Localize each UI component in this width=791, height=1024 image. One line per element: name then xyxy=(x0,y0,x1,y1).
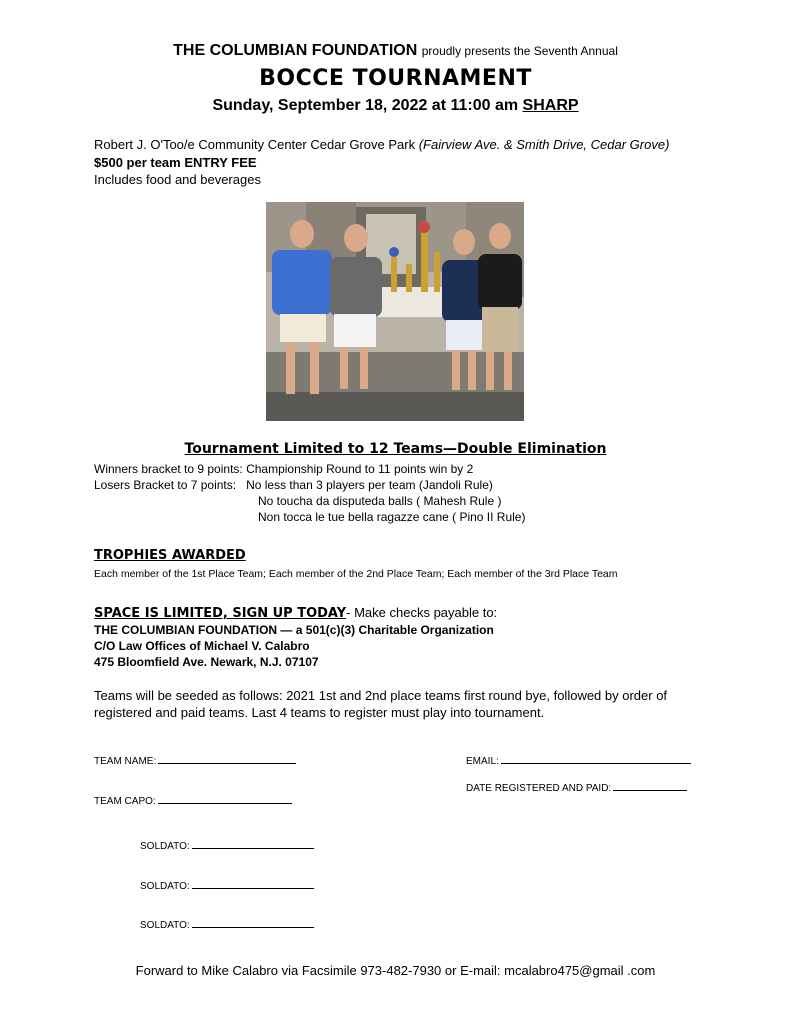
email-label: EMAIL: xyxy=(466,756,499,767)
payee-line-3: 475 Bloomfield Ave. Newark, N.J. 07107 xyxy=(94,655,319,669)
venue-detail: (Fairview Ave. & Smith Drive, Cedar Grove) xyxy=(418,137,670,152)
page-title: BOCCE TOURNAMENT xyxy=(259,66,532,91)
entry-fee: $500 per team ENTRY FEE xyxy=(94,155,257,170)
date-time-text: Sunday, September 18, 2022 at 11:00 am xyxy=(212,97,523,114)
team-name-blank[interactable] xyxy=(158,753,296,764)
payee-line-1: THE COLUMBIAN FOUNDATION — a 501(c)(3) Charitable Organization xyxy=(94,623,494,637)
soldato-label: SOLDATO: xyxy=(140,841,190,852)
header-line xyxy=(0,42,791,60)
signup-suffix: - Make checks payable to: xyxy=(346,605,498,620)
seeding-line-2: registered and paid teams. Last 4 teams to register must play into tournament. xyxy=(94,705,545,720)
date-registered-field[interactable] xyxy=(466,780,687,794)
email-blank[interactable] xyxy=(501,753,691,764)
team-capo-label: TEAM CAPO: xyxy=(94,796,156,807)
rules-heading: Tournament Limited to 12 Teams—Double Elimination xyxy=(184,441,607,457)
includes-text: Includes food and beverages xyxy=(94,172,261,187)
signup-heading: SPACE IS LIMITED, SIGN UP TODAY xyxy=(94,606,347,621)
soldato-field-1[interactable] xyxy=(140,838,314,852)
venue-location: Robert J. O'Too/e Community Center Cedar Grove Park xyxy=(94,137,419,152)
team-capo-blank[interactable] xyxy=(158,793,292,804)
soldato-label: SOLDATO: xyxy=(140,920,190,931)
venue-line xyxy=(94,137,669,152)
footer-text: Forward to Mike Calabro via Facsimile 973-482-7930 or E-mail: mcalabro475@gmail .com xyxy=(135,963,656,978)
team-name-field[interactable] xyxy=(94,753,296,767)
trophies-text: Each member of the 1st Place Team; Each member of the 2nd Place Team; Each member of the 3rd Place Team xyxy=(94,568,618,580)
org-name: THE COLUMBIAN FOUNDATION xyxy=(173,42,418,59)
trophies-heading: TROPHIES AWARDED xyxy=(94,548,246,563)
presents-text: proudly presents the Seventh Annual xyxy=(421,44,618,58)
signup-line xyxy=(94,605,497,621)
event-date xyxy=(0,97,791,115)
team-name-label: TEAM NAME: xyxy=(94,756,157,767)
date-registered-blank[interactable] xyxy=(613,780,687,791)
soldato-label: SOLDATO: xyxy=(140,881,190,892)
soldato-blank[interactable] xyxy=(192,838,314,849)
soldato-field-3[interactable] xyxy=(140,917,314,931)
rules-line-4: Non tocca le tue bella ragazze cane ( Pino II Rule) xyxy=(258,510,526,524)
payee-line-2: C/O Law Offices of Michael V. Calabro xyxy=(94,639,310,653)
rules-line-2: Losers Bracket to 7 points: No less than 3 players per team (Jandoli Rule) xyxy=(94,478,493,492)
soldato-field-2[interactable] xyxy=(140,878,314,892)
group-photo-icon xyxy=(266,202,524,421)
soldato-blank[interactable] xyxy=(192,878,314,889)
email-field[interactable] xyxy=(466,753,691,767)
seeding-line-1: Teams will be seeded as follows: 2021 1st and 2nd place teams first round bye, followed by order of xyxy=(94,688,668,703)
date-registered-label: DATE REGISTERED AND PAID: xyxy=(466,783,612,794)
rules-line-1: Winners bracket to 9 points: Championship Round to 11 points win by 2 xyxy=(94,462,474,476)
rules-line-3: No toucha da disputeda balls ( Mahesh Rule ) xyxy=(258,494,502,508)
soldato-blank[interactable] xyxy=(192,917,314,928)
team-capo-field[interactable] xyxy=(94,793,292,807)
sharp-text: SHARP xyxy=(522,97,579,114)
